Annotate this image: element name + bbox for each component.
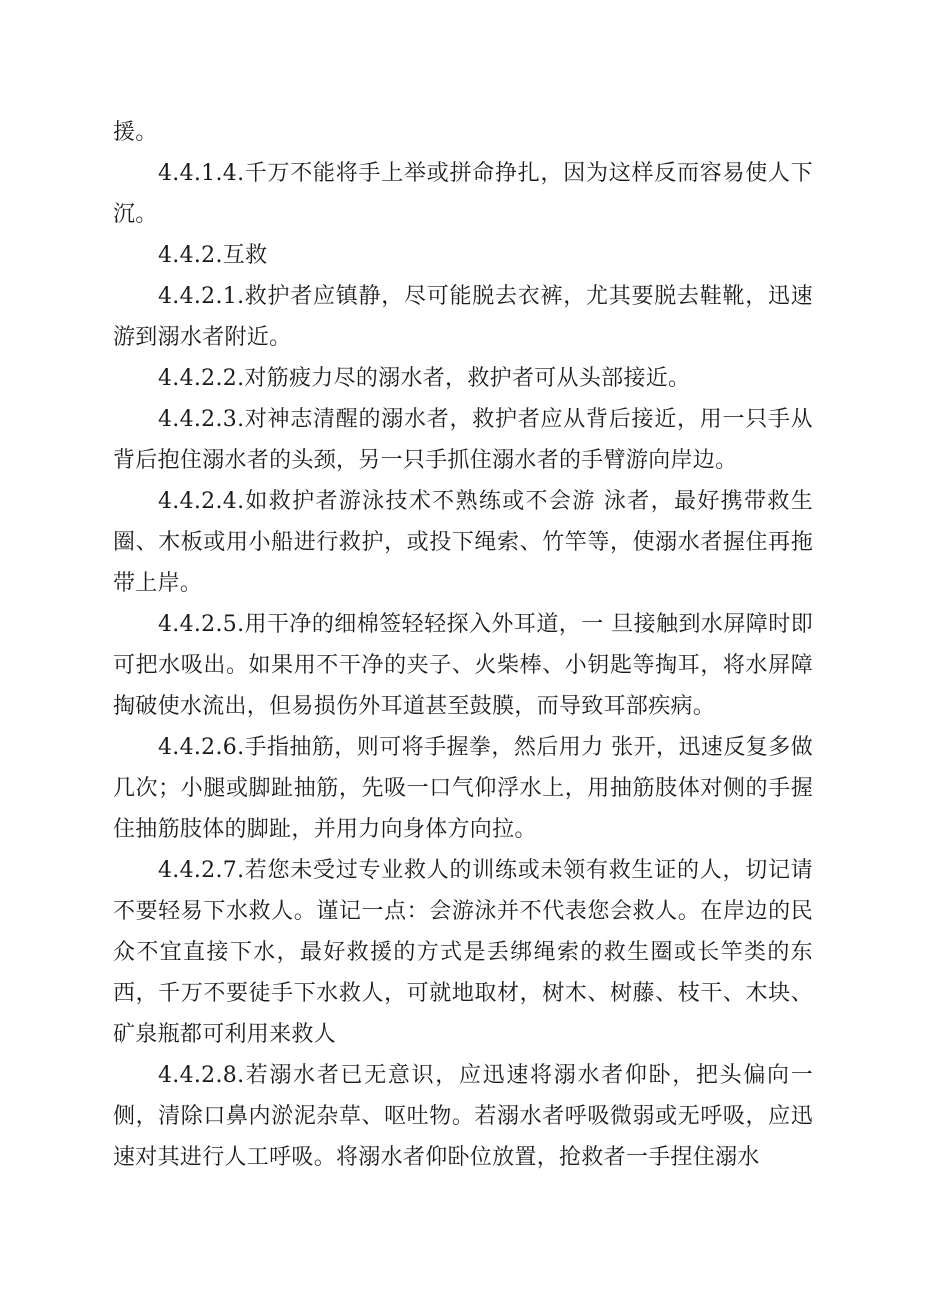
section-heading-4-4-2: 4.4.2.互救 xyxy=(158,243,268,268)
paragraph-4-4-1-4: 4.4.1.4.千万不能将手上举或拼命挣扎，因为这样反而容易使人下沉。 xyxy=(113,161,813,227)
paragraph-4-4-2-5: 4.4.2.5.用干净的细棉签轻轻探入外耳道，一 旦接触到水屏障时即可把水吸出。如果用不干净的夹子、火柴棒、小钥匙等掏耳，将水屏障掏破使水流出，但易损伤外耳道甚至鼓膜，而导致耳部疾病。 xyxy=(113,612,813,719)
paragraph-4-4-2-8: 4.4.2.8.若溺水者已无意识，应迅速将溺水者仰卧，把头偏向一侧，清除口鼻内淤泥杂草、呕吐物。若溺水者呼吸微弱或无呼吸，应迅速对其进行人工呼吸。将溺水者仰卧位放置，抢救者一手捏住溺水 xyxy=(113,1063,813,1170)
paragraph-4-4-2-1: 4.4.2.1.救护者应镇静，尽可能脱去衣裤，尤其要脱去鞋靴，迅速游到溺水者附近。 xyxy=(113,284,813,350)
paragraph-4-4-2-6: 4.4.2.6.手指抽筋，则可将手握拳，然后用力 张开，迅速反复多做几次；小腿或脚趾抽筋，先吸一口气仰浮水上，用抽筋肢体对侧的手握住抽筋肢体的脚趾，并用力向身体方向拉。 xyxy=(113,735,813,842)
paragraph-continuation: 援。 xyxy=(113,120,158,145)
paragraph-4-4-2-2: 4.4.2.2.对筋疲力尽的溺水者，救护者可从头部接近。 xyxy=(158,366,691,391)
paragraph-4-4-2-7: 4.4.2.7.若您未受过专业救人的训练或未领有救生证的人，切记请不要轻易下水救人。谨记一点：会游泳并不代表您会救人。在岸边的民众不宜直接下水，最好救援的方式是丢绑绳索的救生圈或长竿类的东西，千万不要徒手下水救人，可就地取材，树木、树藤、枝干、木块、矿泉瓶都可利用来救人 xyxy=(113,858,813,1047)
paragraph-4-4-2-3: 4.4.2.3.对神志清醒的溺水者，救护者应从背后接近，用一只手从背后抱住溺水者的头颈，另一只手抓住溺水者的手臂游向岸边。 xyxy=(113,407,813,473)
paragraph-4-4-2-4: 4.4.2.4.如救护者游泳技术不熟练或不会游 泳者，最好携带救生圈、木板或用小船进行救护，或投下绳索、竹竿等，使溺水者握住再拖带上岸。 xyxy=(113,489,813,596)
document-body xyxy=(113,112,813,1178)
